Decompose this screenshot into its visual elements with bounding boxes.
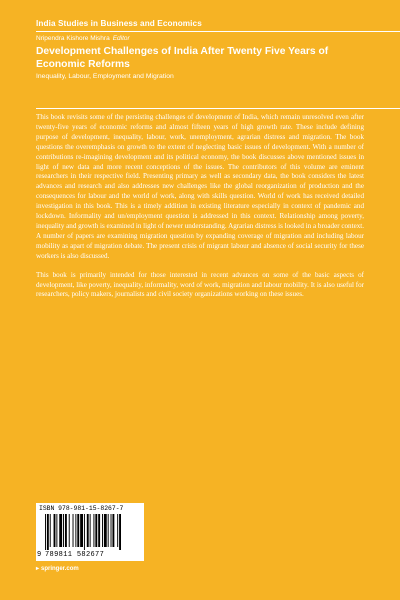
book-subtitle: Inequality, Labour, Employment and Migration (36, 73, 174, 80)
barcode-bars (45, 514, 141, 550)
editor-role: Editor (112, 35, 130, 42)
description-paragraph-1: This book revisits some of the persisting challenges of development of India, which remain unresolved even after twenty-five years of economic reforms and almost fifteen years of high growth rate. These include defining purpose of development, inequality, labour, work, unemployment, agrarian distress and migration. The book questions the overemphasis on growth to the extent of neglecting basic issues of development. With a number of contributions re-imagining development and its political economy, the book discusses above mentioned issues in light of new data and more recent conceptions of the issues. The contributors of this volume are eminent researchers in their respective field. Presenting primary as well as secondary data, the book considers the latest advances and research and also addresses new challenges like the global reorganization of production and the consequences for labour and the world of work, along with skills question. World of work has received detailed investigation in this book. This is a timely addition in existing literature especially in context of pandemic and lockdown. Informality and un/employment question is addressed in this context. Relationship among poverty, inequality and growth is examined in light of newer understanding. Agrarian distress is looked in a broader context. A number of papers are examining migration question by expanding coverage of migration and including labour mobility as apart of migration debate. The present crisis of migrant labour and absence of social security for these workers is also discussed. (36, 113, 365, 260)
barcode-lead-digit: 9 (37, 551, 42, 559)
publisher-website[interactable] (36, 565, 79, 572)
book-title: Development Challenges of India After Twenty Five Years of Economic Reforms (36, 46, 329, 70)
editor-line (36, 35, 130, 42)
editor-name: Nripendra Kishore Mishra (36, 35, 110, 42)
top-rule (36, 31, 400, 32)
description-paragraph-2: This book is primarily intended for those interested in recent advances on some of the basic aspects of development, like poverty, inequality, informality, word of work, migration and labour mobility. It is also useful for researchers, policy makers, journalists and civil society organizations working on these issues. (36, 270, 364, 299)
isbn-number: ISBN 978-981-15-8267-7 (39, 505, 124, 512)
book-description (36, 113, 364, 309)
publisher-website-text: springer.com (41, 566, 79, 572)
series-name: India Studies in Business and Economics (36, 19, 202, 28)
barcode-box (36, 503, 144, 561)
arrow-right-icon: ▸ (36, 566, 40, 572)
divider-rule (36, 108, 400, 109)
barcode-digits: 789811 582677 (45, 551, 105, 559)
